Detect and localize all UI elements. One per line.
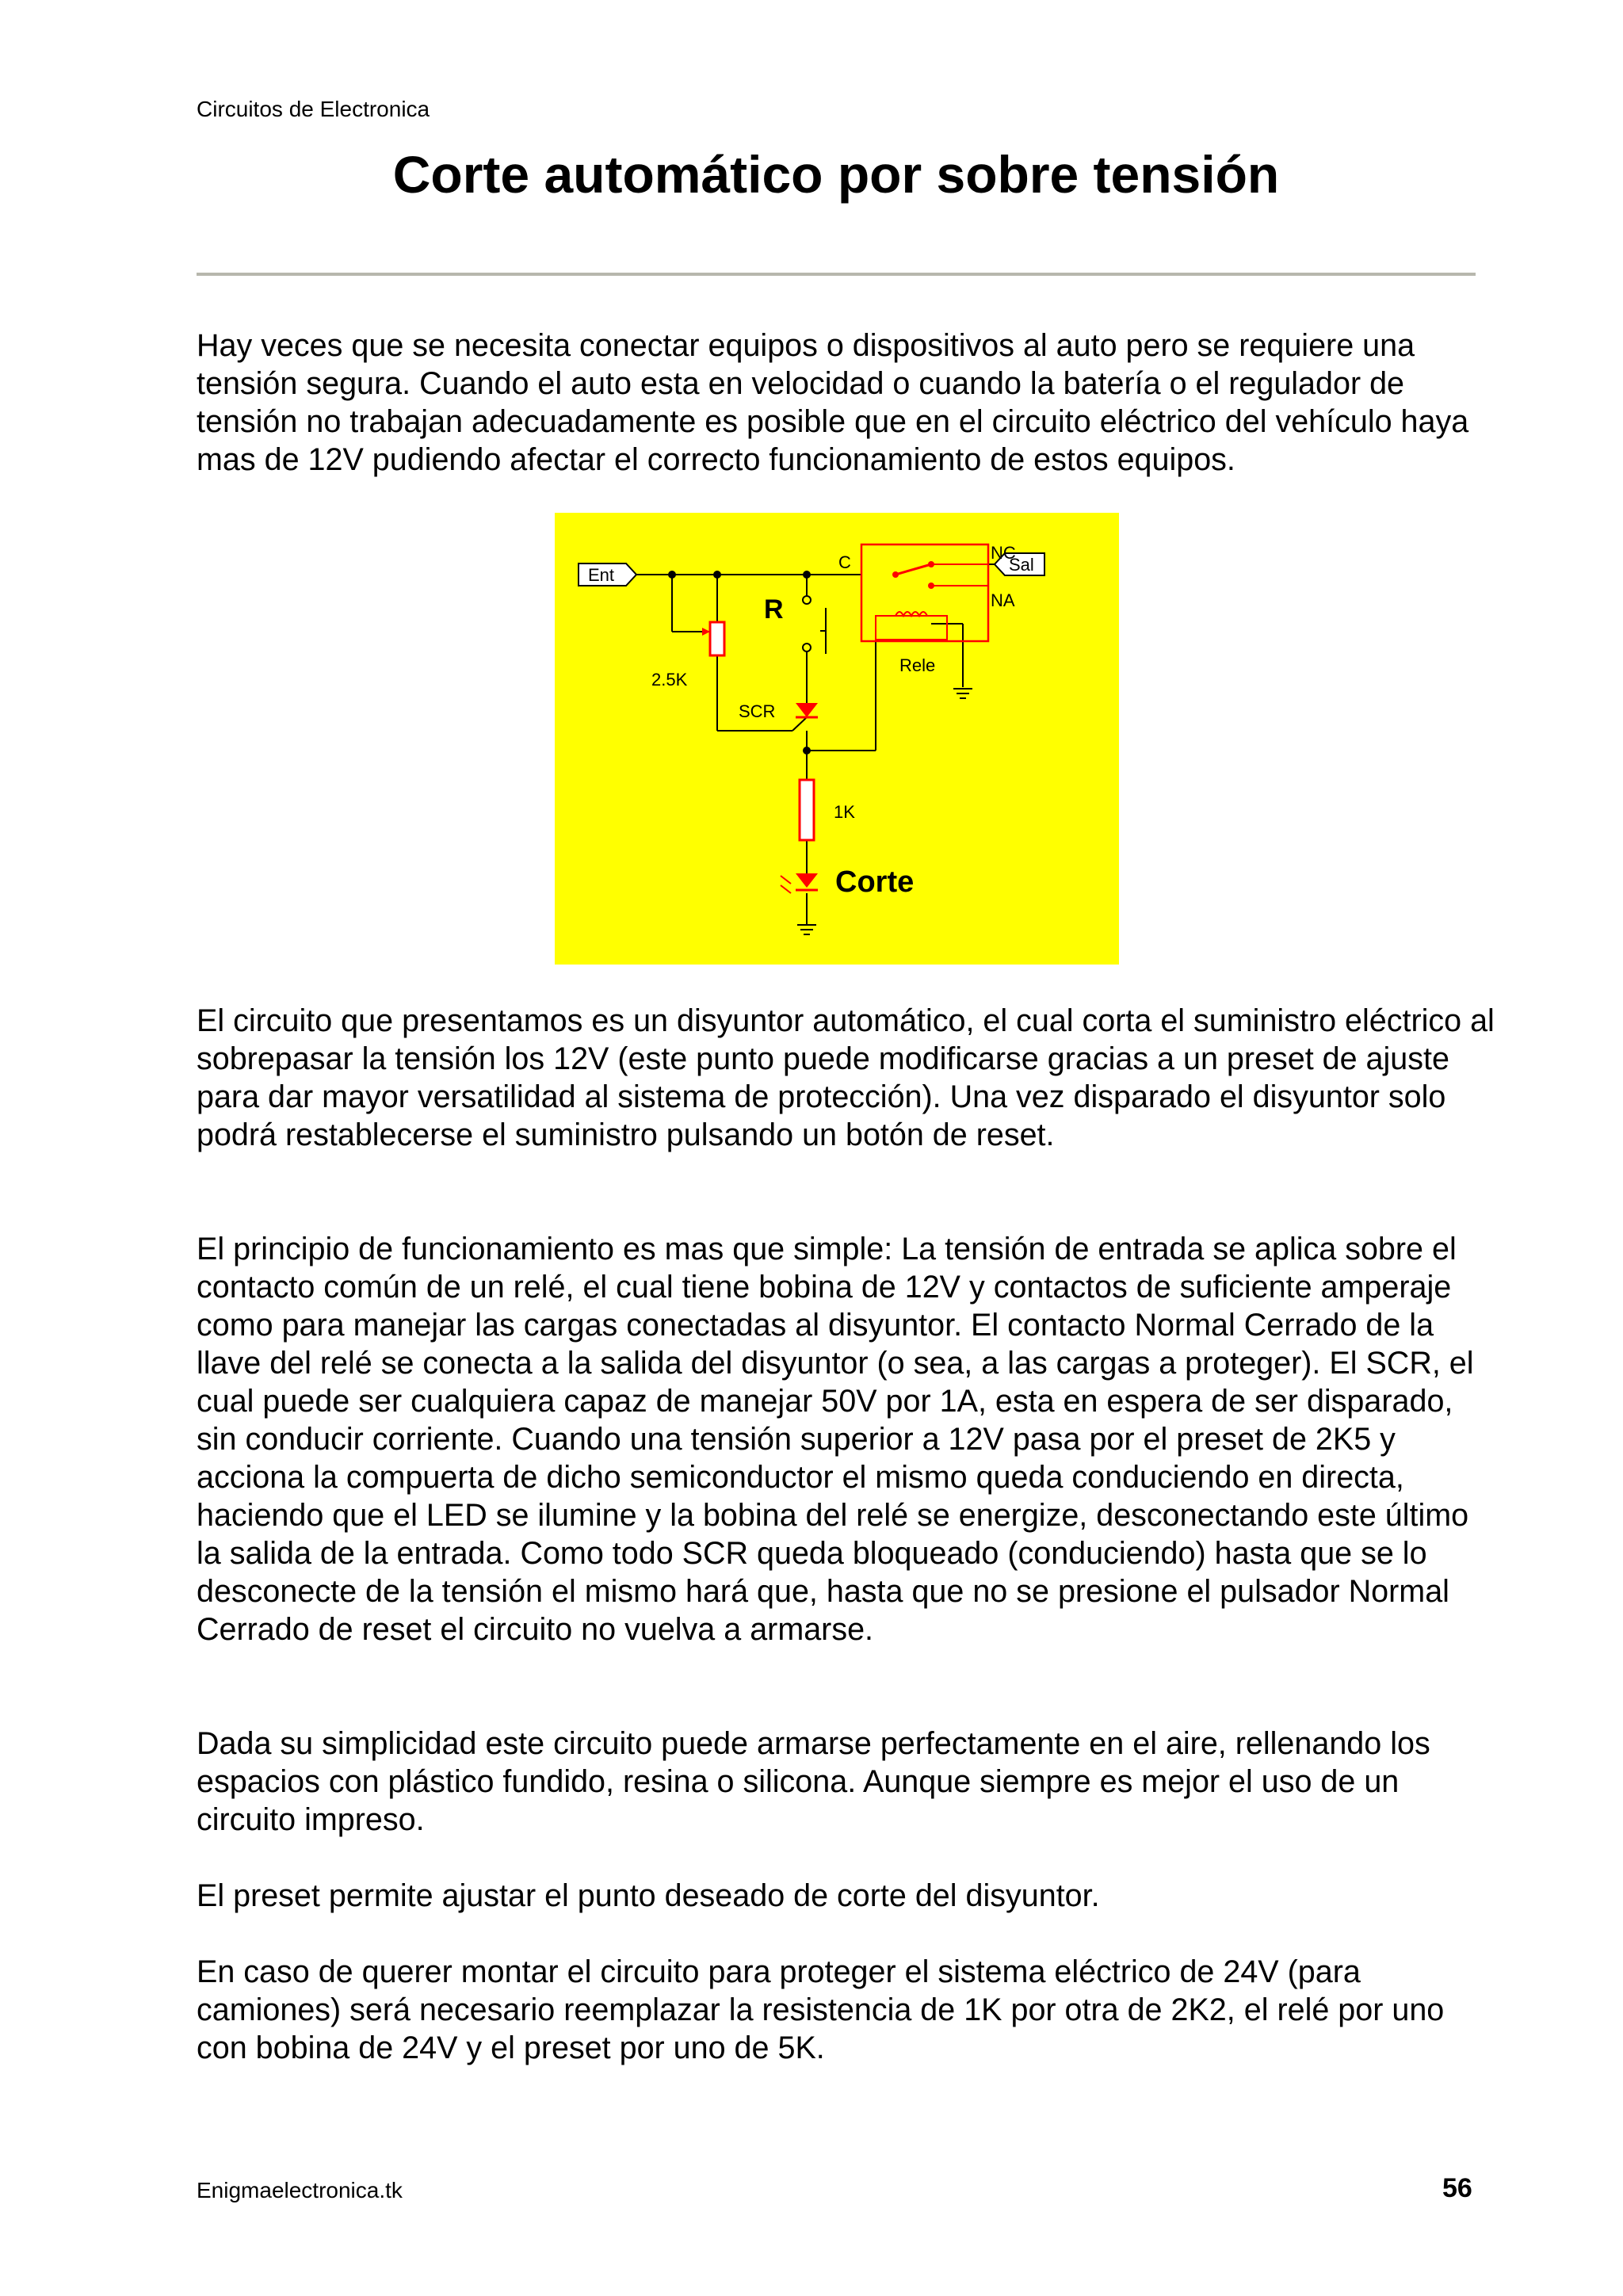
paragraph-intro: Hay veces que se necesita conectar equipos o dispositivos al auto pero se requiere una tensión segura. Cuando el auto esta en velocidad o cuando la batería o el regulador de tensión no trabajan adecuadamente es posible que en el circuito eléctrico del vehículo haya mas de 12V pudiendo afectar el correcto funcionamiento de estos equipos. bbox=[197, 328, 1469, 477]
footer-site: Enigmaelectronica.tk bbox=[197, 2178, 403, 2202]
page-title: Corte automático por sobre tensión bbox=[392, 145, 1280, 204]
paragraph-description: El circuito que presentamos es un disyuntor automático, el cual corta el suministro eléctrico al sobrepasar la tensión los 12V (este punto puede modificarse gracias a un preset de ajuste para dar mayor versatilidad al sistema de protección). Una vez disparado el disyuntor solo podrá restablecerse el suministro pulsando un botón de reset. bbox=[197, 1003, 1495, 1152]
preset-resistor bbox=[710, 622, 724, 655]
reset-label: R bbox=[764, 594, 784, 625]
input-label: Ent bbox=[588, 565, 615, 585]
circuit-figure bbox=[555, 513, 1119, 965]
resistor-1k bbox=[800, 780, 814, 840]
relay-common-label: C bbox=[838, 552, 851, 572]
resistor-1k-label: 1K bbox=[834, 802, 855, 822]
paragraph-operation: El principio de funcionamiento es mas que simple: La tensión de entrada se aplica sobre el contacto común de un relé, el cual tiene bobina de 12V y contactos de suficiente amperaje como para manejar las cargas conectadas al disyuntor. El contacto Normal Cerrado de la llave del relé se conecta a la salida del disyuntor (o sea, a las cargas a proteger). El SCR, el cual puede ser cualquiera capaz de manejar 50V por 1A, esta en espera de ser disparado, sin conducir corriente. Cuando una tensión superior a 12V pasa por el preset de 2K5 y acciona la compuerta de dicho semiconductor el mismo queda conduciendo en directa, haciendo que el LED se ilumine y la bobina del relé se energize, desconectando este último la salida de la entrada. Como todo SCR queda bloqueado (conduciendo) hasta que se lo desconecte de la tensión el mismo hará que, hasta que no se presione el pulsador Normal Cerrado de reset el circuito no vuelva a armarse. bbox=[197, 1232, 1474, 1647]
paragraph-24v: En caso de querer montar el circuito para proteger el sistema eléctrico de 24V (para camiones) será necesario reemplazar la resistencia de 1K por otra de 2K2, el relé por uno con bobina de 24V y el preset por uno de 5K. bbox=[197, 1954, 1445, 2065]
relay-label: Rele bbox=[899, 655, 936, 675]
title-divider bbox=[197, 273, 1476, 276]
circuit-diagram bbox=[555, 513, 1119, 965]
relay-na-label: NA bbox=[991, 590, 1015, 610]
paragraph-assembly: Dada su simplicidad este circuito puede armarse perfectamente en el aire, rellenando los espacios con plástico fundido, resina o silicona. Aunque siempre es mejor el uso de un circuito impreso. bbox=[197, 1726, 1430, 1837]
paragraph-preset: El preset permite ajustar el punto deseado de corte del disyuntor. bbox=[197, 1878, 1100, 1913]
page-number: 56 bbox=[1442, 2173, 1472, 2203]
preset-label: 2.5K bbox=[651, 670, 688, 690]
scr-label: SCR bbox=[739, 701, 776, 721]
relay-contact-common bbox=[892, 571, 899, 578]
page-header: Circuitos de Electronica bbox=[197, 97, 430, 121]
relay-nc-label: NC bbox=[991, 543, 1016, 563]
led-label: Corte bbox=[835, 865, 915, 899]
output-label: Sal bbox=[1009, 555, 1034, 575]
